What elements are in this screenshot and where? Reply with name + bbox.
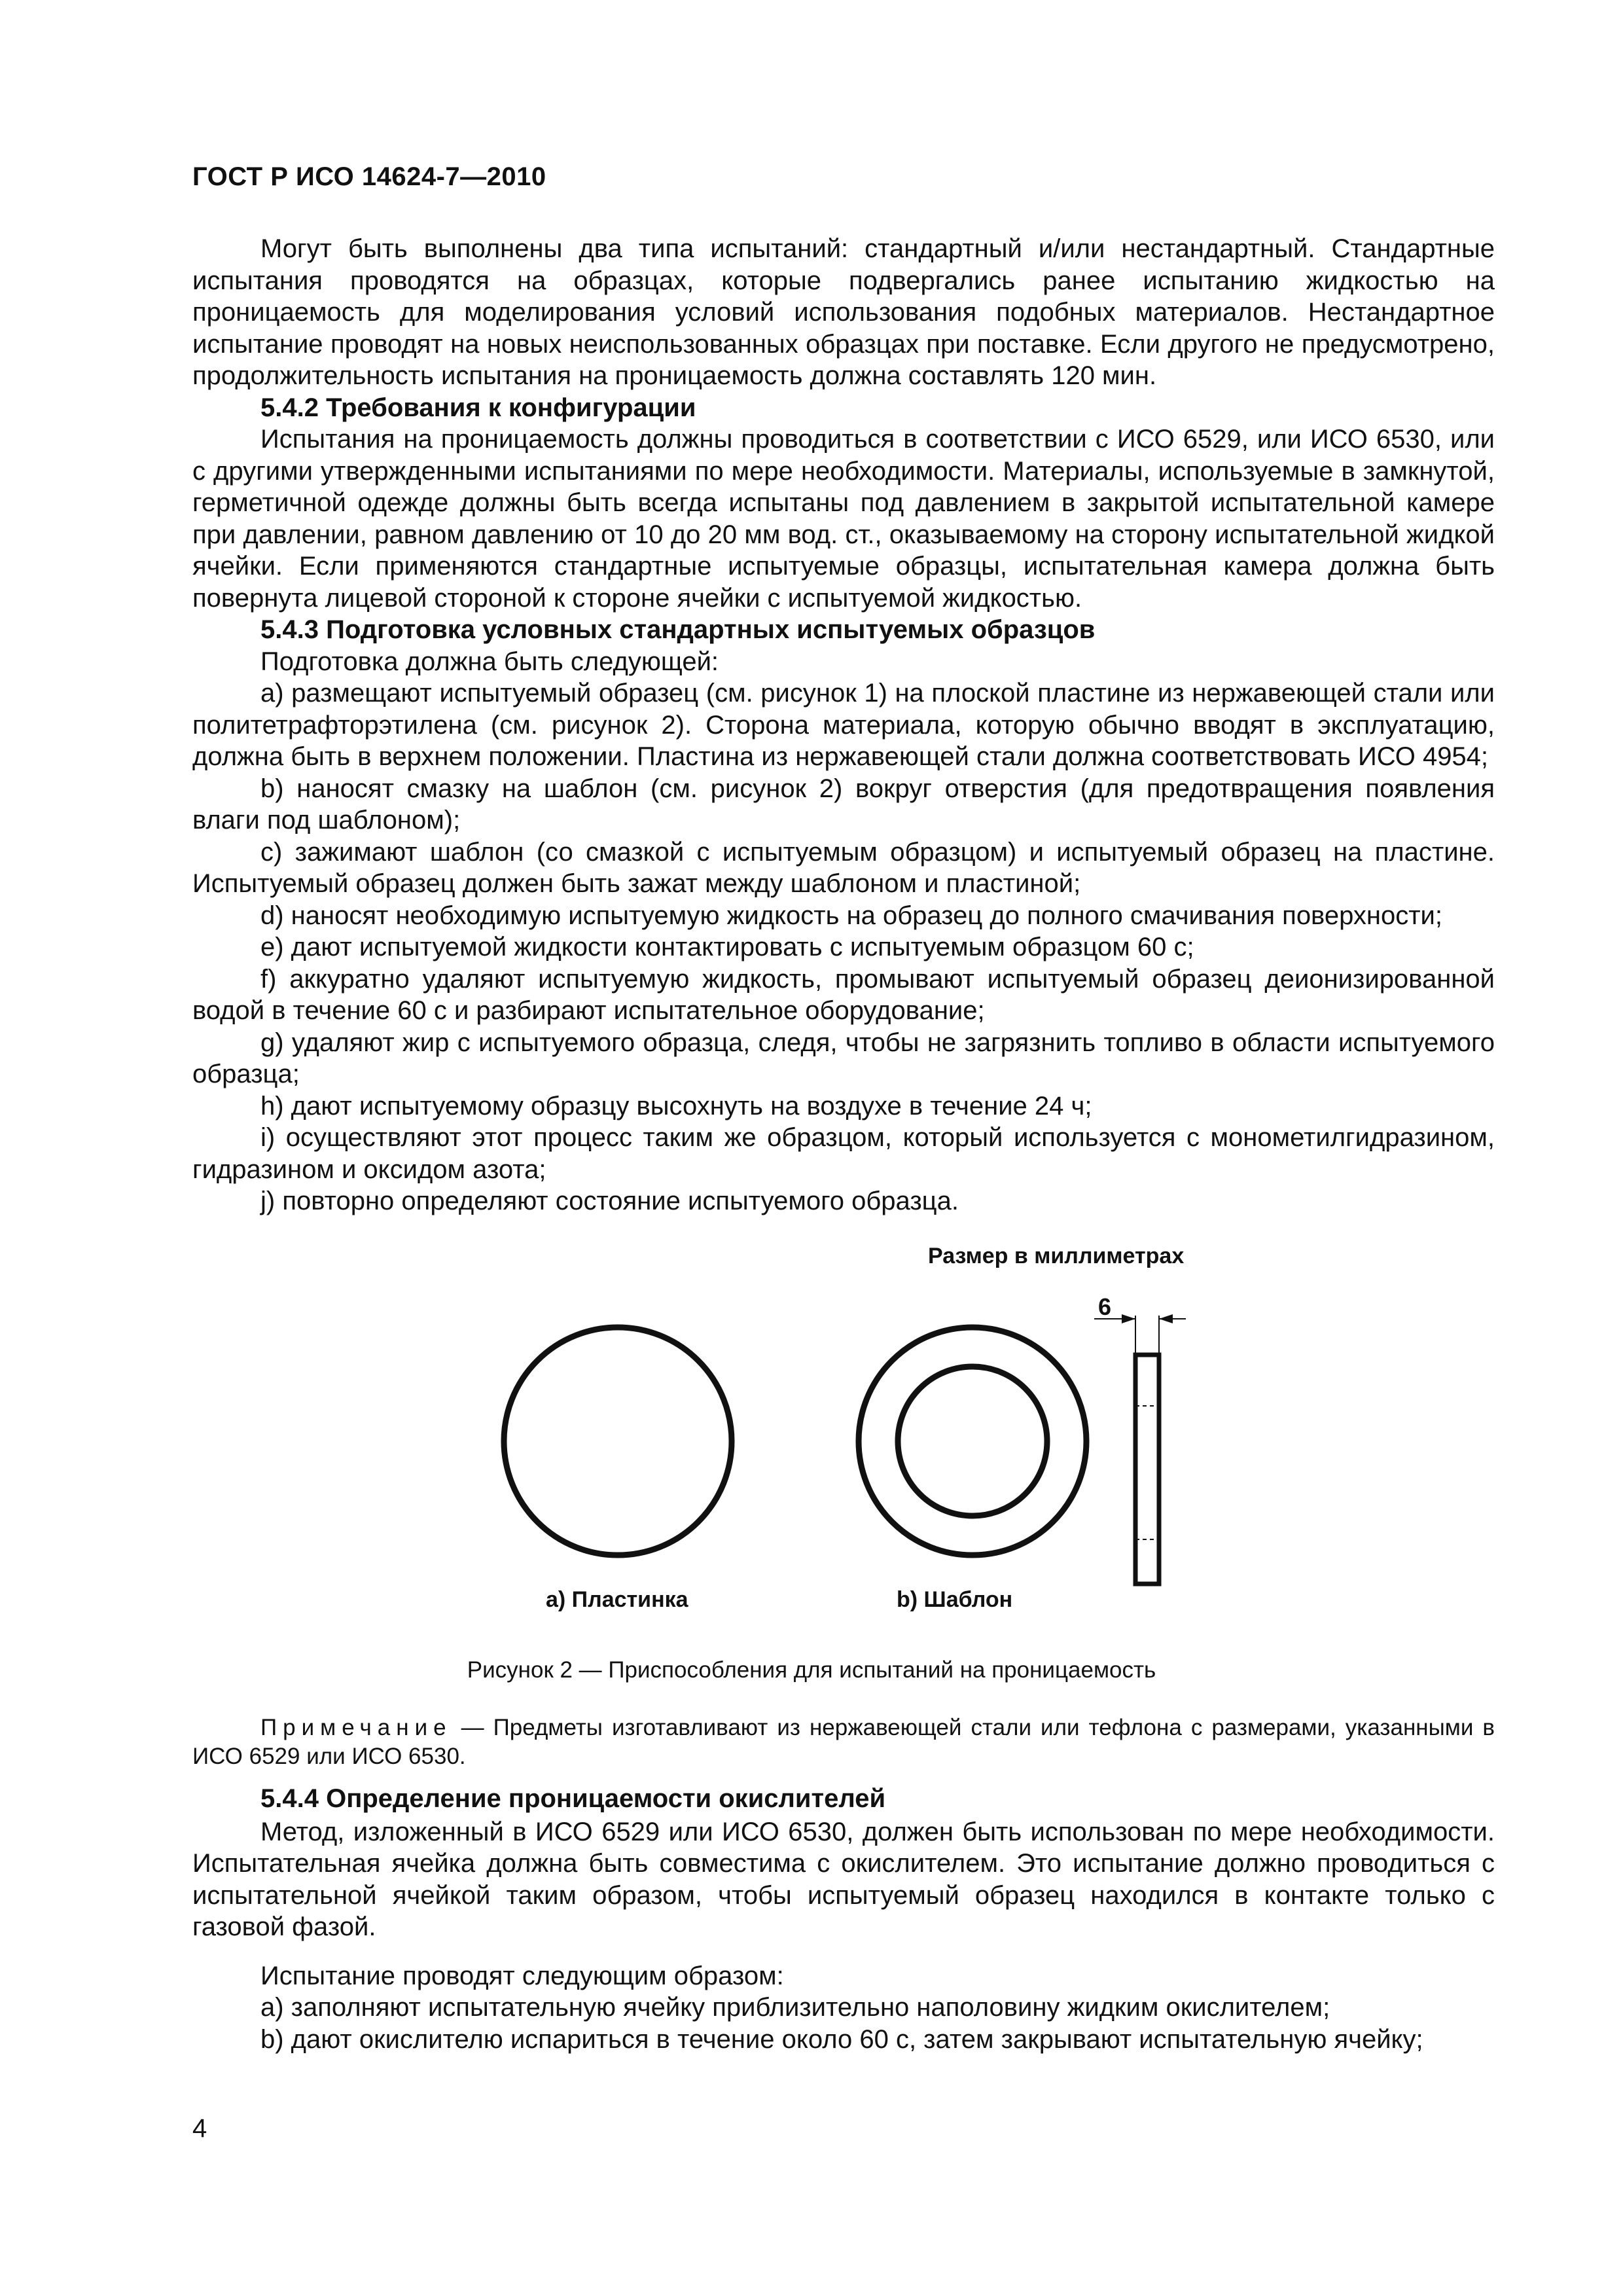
template-outer-circle — [859, 1327, 1086, 1555]
heading-5-4-4: 5.4.4 Определение проницаемости окислителей — [260, 1784, 886, 1813]
list2-item-b: b) дают окислителю испариться в течение около 60 с, затем закрывают испытательную ячейку; — [260, 2024, 1423, 2054]
list-item-c: c) зажимают шаблон (со смазкой с испытуемым образцом) и испытуемый образец на пластине. Испытуемый образец должен быть зажат между шаблоном и пластиной; — [192, 837, 1495, 898]
document-header: ГОСТ Р ИСО 14624-7—2010 — [192, 162, 546, 191]
paragraph-5-4-3-intro: Подготовка должна быть следующей: — [260, 647, 719, 676]
list-item-g: g) удаляют жир с испытуемого образца, следя, чтобы не загрязнить топливо в области испытуемого образца; — [192, 1028, 1495, 1088]
note-text: — Предметы изготавливают из нержавеющей стали или тефлона с размерами, указанными в ИСО 6529 или ИСО 6530. — [192, 1715, 1495, 1769]
section-5-4-body — [192, 233, 1495, 1217]
dimension-label: 6 — [1098, 1293, 1112, 1320]
paragraph-5-4-4-intro: Испытание проводят следующим образом: — [260, 1961, 784, 1990]
note-prefix: Примечание — [260, 1715, 452, 1740]
list-item-e: e) дают испытуемой жидкости контактировать с испытуемым образцом 60 с; — [260, 933, 1194, 961]
figure-drawing — [0, 1230, 1623, 1649]
section-5-4-4-body — [192, 1783, 1495, 2055]
side-view-rect — [1135, 1355, 1159, 1584]
units-note: Размер в миллиметрах — [928, 1244, 1185, 1268]
list2-item-a: а) заполняют испытательную ячейку приблизительно наполовину жидким окислителем; — [260, 1993, 1330, 2022]
plate-circle — [504, 1327, 732, 1555]
figure-2 — [0, 1230, 1623, 1728]
page-number: 4 — [192, 2114, 207, 2143]
dimension-arrow-right — [1159, 1314, 1173, 1323]
list-item-h: h) дают испытуемому образцу высохнуть на воздухе в течение 24 ч; — [260, 1091, 1092, 1121]
list-item-j: j) повторно определяют состояние испытуемого образца. — [260, 1187, 959, 1215]
figure-note — [192, 1713, 1495, 1771]
paragraph-5-4-2: Испытания на проницаемость должны проводиться в соответствии с ИСО 6529, или ИСО 6530, или с другими утвержденными испытаниями по мере необходимости. Материалы, используемые в замкнутой, герметичной одежде должны быть всегда испытаны под давлением в закрытой испытательной камере при давлении, равном давлению от 10 до 20 мм вод. ст., оказываемому на сторону испытательной жидкой ячейки. Если применяются стандартные испытуемые образцы, испытательная камера должна быть повернута лицевой стороной к стороне ячейки с испытуемой жидкостью. — [192, 425, 1495, 613]
list-item-f: f) аккуратно удаляют испытуемую жидкость, промывают испытуемый образец деионизированной водой в течение 60 с и разбирают испытательное оборудование; — [192, 964, 1495, 1025]
list-item-b: b) наносят смазку на шаблон (см. рисунок 2) вокруг отверстия (для предотвращения появления влаги под шаблоном); — [192, 774, 1495, 834]
paragraph-intro: Могут быть выполнены два типа испытаний: стандартный и/или нестандартный. Стандартные испытания проводятся на образцах, которые подвергались ранее испытанию жидкостью на проницаемость для моделирования условий использования подобных материалов. Нестандартное испытание проводят на новых неиспользованных образцах при поставке. Если другого не предусмотрено, продолжительность испытания на проницаемость должна составлять 120 мин. — [192, 234, 1495, 390]
figure-caption: Рисунок 2 — Приспособления для испытаний на проницаемость — [467, 1657, 1156, 1683]
dimension-arrow-left — [1122, 1314, 1135, 1323]
list-item-d: d) наносят необходимую испытуемую жидкость на образец до полного смачивания поверхности; — [260, 901, 1443, 930]
paragraph-5-4-4: Метод, изложенный в ИСО 6529 или ИСО 6530, должен быть использован по мере необходимости. Испытательная ячейка должна быть совместима с окислителем. Это испытание должно проводиться с испытательной ячейкой таким образом, чтобы испытуемый образец находился в контакте только с газовой фазой. — [192, 1817, 1495, 1941]
label-template: b) Шаблон — [897, 1587, 1013, 1612]
heading-5-4-2: 5.4.2 Требования к конфигурации — [260, 393, 696, 422]
list-item-a: а) размещают испытуемый образец (см. рисунок 1) на плоской пластине из нержавеющей стали или политетрафторэтилена (см. рисунок 2). Сторона материала, которую обычно вводят в эксплуатацию, должна быть в верхнем положении. Пластина из нержавеющей стали должна соответствовать ИСО 4954; — [192, 679, 1495, 771]
label-plate: а) Пластинка — [546, 1587, 688, 1612]
template-inner-circle — [898, 1367, 1047, 1516]
list-item-i: i) осуществляют этот процесс таким же образцом, который используется с монометилгидразином, гидразином и оксидом азота; — [192, 1123, 1495, 1184]
heading-5-4-3: 5.4.3 Подготовка условных стандартных испытуемых образцов — [260, 615, 1096, 644]
